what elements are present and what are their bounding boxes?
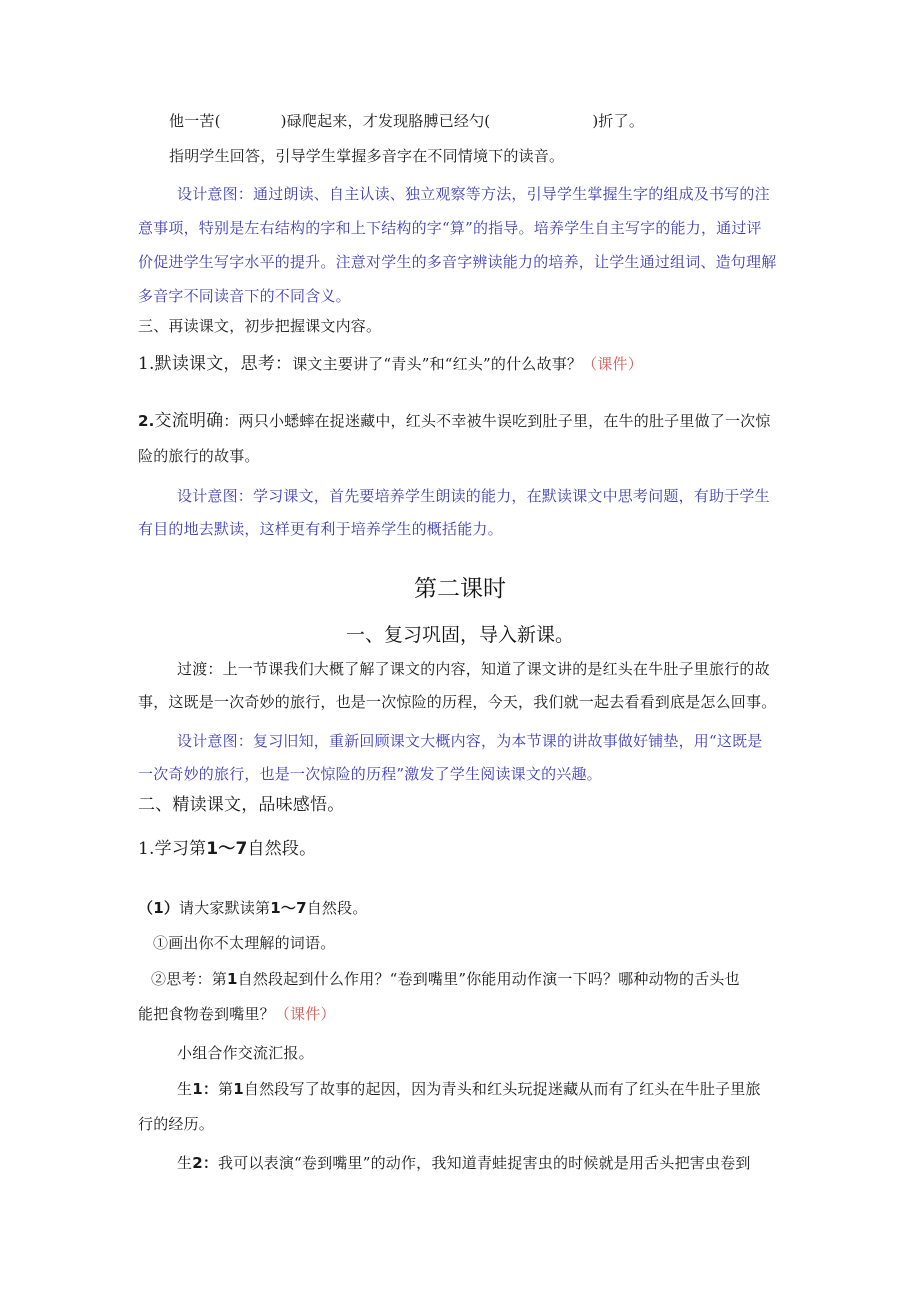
student-1-number: 1： xyxy=(192,1080,219,1098)
courseware-tag: （课件） xyxy=(582,355,643,373)
task-2-text: 自然段起到什么作用？“卷到嘴里”你能用动作演一下吗？哪种动物的舌头也 xyxy=(237,970,740,988)
transition-line-2: 事，这既是一次奇妙的旅行，也是一次惊险的历程，今天，我们就一起去看看到底是怎么回事。 xyxy=(138,693,777,711)
answer-2-number: 2. xyxy=(138,412,155,430)
task-circled-2-line-1 xyxy=(151,969,740,989)
step-1-line xyxy=(138,898,368,918)
study-label: 1.学习第 xyxy=(138,839,207,859)
step-1-text: 请大家默读第 xyxy=(179,899,271,917)
student-1-text-b: 自然段写了故事的起因，因为青头和红头玩捉迷藏从而有了红头在牛肚子里旅 xyxy=(243,1080,761,1098)
section-3-heading: 三、再读课文，初步把握课文内容。 xyxy=(138,317,382,335)
answer-2-text: ：两只小蟋蟀在捉迷藏中，红头不幸被牛误吃到肚子里，在牛的肚子里做了一次惊 xyxy=(223,412,771,430)
exercise-text-part-3: )折了。 xyxy=(592,112,645,130)
section-2-heading: 二、精读课文，品味感悟。 xyxy=(138,795,345,815)
student-1-paragraph-number: 1 xyxy=(233,1080,244,1098)
question-1-text: 课文主要讲了“青头”和“红头”的什么故事？ xyxy=(292,355,583,373)
step-1-range: 1～7 xyxy=(270,899,307,917)
step-1-number: （1） xyxy=(138,899,180,917)
courseware-tag-2: （课件） xyxy=(274,1005,336,1023)
paragraph-range: 1～7 xyxy=(206,839,248,859)
design-intent-1-line-4: 多音字不同读音下的不同含义。 xyxy=(138,287,351,305)
exercise-text-part-1: 他一苦( xyxy=(169,112,221,130)
review-section-heading: 一、复习巩固，导入新课。 xyxy=(345,624,574,646)
student-2-text: 我可以表演“卷到嘴里”的动作，我知道青蛙捉害虫的时候就是用舌头把害虫卷到 xyxy=(218,1154,751,1172)
student-2-number: 2： xyxy=(192,1154,219,1172)
student-1-line-2: 行的经历。 xyxy=(138,1115,215,1133)
task-2-label: ②思考：第 xyxy=(151,970,228,988)
group-report-line: 小组合作交流汇报。 xyxy=(177,1044,314,1062)
student-2-line-1 xyxy=(177,1153,751,1173)
design-intent-2-line-2: 有目的地去默读，这样更有利于培养学生的概括能力。 xyxy=(138,520,503,538)
design-intent-3-line-1: 设计意图：复习旧知，重新回顾课文大概内容，为本节课的讲故事做好铺垫，用“这既是 xyxy=(177,732,763,750)
design-intent-1-line-1: 设计意图：通过朗读、自主认读、独立观察等方法，引导学生掌握生字的组成及书写的注 xyxy=(177,185,770,203)
student-1-label: 生 xyxy=(177,1080,193,1098)
exercise-text-part-2: )碌爬起来，才发现胳膊已经勺( xyxy=(280,112,491,130)
answer-2-label: 交流明确 xyxy=(154,411,224,431)
design-intent-1-line-3: 价促进学生写字水平的提升。注意对学生的多音字辨读能力的培养，让学生通过组词、造句理解 xyxy=(138,253,777,271)
task-circled-2-line-2 xyxy=(138,1004,336,1024)
task-circled-1: ①画出你不太理解的词语。 xyxy=(153,934,336,952)
question-1 xyxy=(138,354,643,374)
student-1-line-1 xyxy=(177,1079,761,1099)
study-paragraphs-1-7 xyxy=(138,839,316,859)
answer-2-line-1 xyxy=(138,411,771,431)
design-intent-2-line-1: 设计意图：学习课文，首先要培养学生朗读的能力，在默读课文中思考问题，有助于学生 xyxy=(177,487,770,505)
step-1-suffix: 自然段。 xyxy=(306,899,368,917)
polyphone-exercise-line xyxy=(169,111,644,131)
design-intent-3-line-2: 一次奇妙的旅行，也是一次惊险的历程”激发了学生阅读课文的兴趣。 xyxy=(138,765,602,783)
task-2-continuation: 能把食物卷到嘴里？ xyxy=(138,1005,275,1023)
instruction-line: 指明学生回答，引导学生掌握多音字在不同情境下的读音。 xyxy=(169,147,565,165)
study-suffix: 自然段。 xyxy=(247,839,317,859)
student-1-text-a: 第 xyxy=(218,1080,234,1098)
answer-2-line-2: 险的旅行的故事。 xyxy=(138,447,260,465)
student-2-label: 生 xyxy=(177,1154,193,1172)
question-1-label: 1.默读课文，思考： xyxy=(138,354,293,374)
task-2-paragraph-number: 1 xyxy=(227,970,238,988)
lesson-2-title: 第二课时 xyxy=(414,576,506,602)
transition-line-1: 过渡：上一节课我们大概了解了课文的内容，知道了课文讲的是红头在牛肚子里旅行的故 xyxy=(177,660,770,678)
design-intent-1-line-2: 意事项，特别是左右结构的字和上下结构的字“算”的指导。培养学生自主写字的能力，通过评 xyxy=(138,219,762,237)
